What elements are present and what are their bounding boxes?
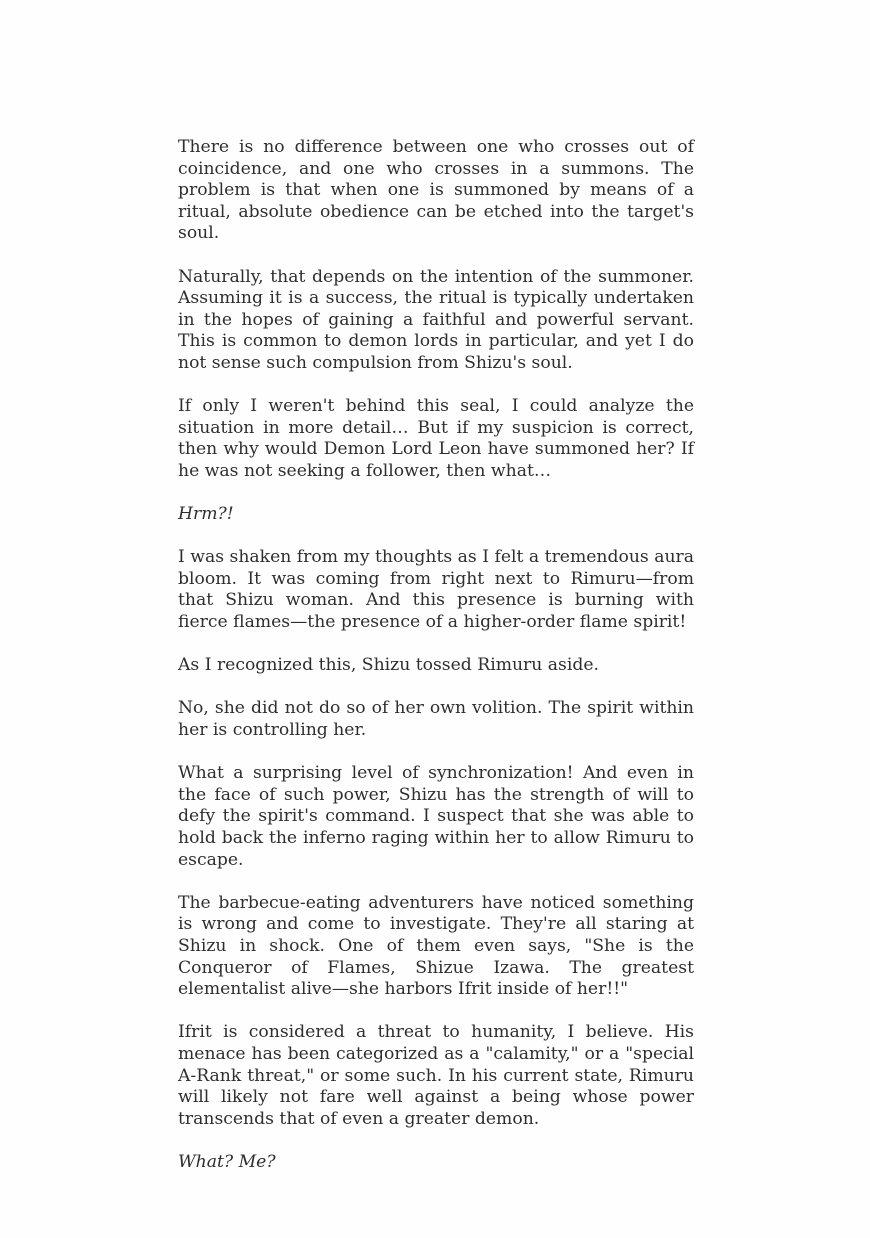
paragraph: As I recognized this, Shizu tossed Rimuru aside. (178, 655, 600, 676)
paragraph: No, she did not do so of her own volition. The spirit within her is controlling her. (178, 698, 694, 741)
paragraph-inner-monologue: Hrm?! (178, 504, 234, 525)
paragraph: Ifrit is considered a threat to humanity, I believe. His menace has been categorized as a "calamity," or a "special A-Rank threat," or some such. In his current state, Rimuru will likely not fare well against a being whose power transcends that of even a greater demon. (178, 1022, 694, 1129)
paragraph: If only I weren't behind this seal, I could analyze the situation in more detail… But if my suspicion is correct, then why would Demon Lord Leon have summoned her? If he was not seeking a follower, then what… (178, 396, 694, 481)
paragraph: Naturally, that depends on the intention of the summoner. Assuming it is a success, the ritual is typically undertaken in the hopes of gaining a faithful and powerful servant. This is common to demon lords in particular, and yet I do not sense such compulsion from Shizu's soul. (178, 266, 694, 373)
paragraph: There is no difference between one who crosses out of coincidence, and one who crosses in a summons. The problem is that when one is summoned by means of a ritual, absolute obedience can be etched into the target's soul. (178, 137, 694, 244)
paragraph: What a surprising level of synchronization! And even in the face of such power, Shizu has the strength of will to defy the spirit's command. I suspect that she was able to hold back the inferno raging within her to allow Rimuru to escape. (178, 763, 694, 870)
text-block (178, 137, 694, 1174)
paragraph-inner-monologue: What? Me? (178, 1151, 276, 1172)
paragraph: The barbecue-eating adventurers have noticed something is wrong and come to investigate. They're all staring at Shizu in shock. One of them even says, "She is the Conqueror of Flames, Shizue Izawa. The greatest elementalist alive—she harbors Ifrit inside of her!!" (178, 892, 694, 1000)
paragraph: I was shaken from my thoughts as I felt a tremendous aura bloom. It was coming from right next to Rimuru—from that Shizu woman. And this presence is burning with fierce flames—the presence of a higher-order flame spirit! (178, 547, 694, 633)
